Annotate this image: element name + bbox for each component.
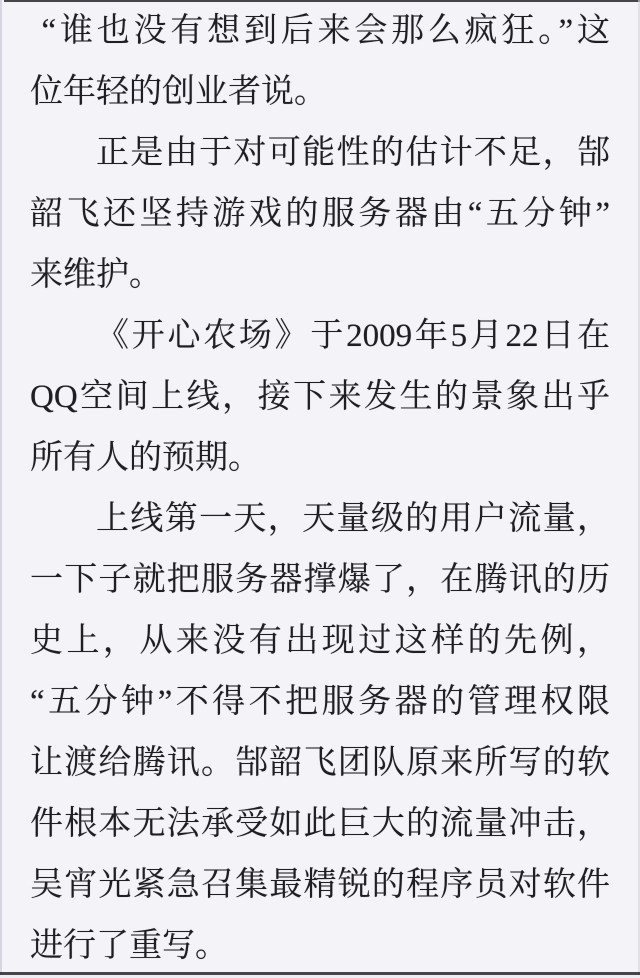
text-line: 史上，从来没有出现过这样的先例，: [30, 623, 610, 659]
text-line: QQ空间上线，接下来发生的景象出乎: [30, 379, 610, 415]
text-line: 上线第一天，天量级的用户流量，: [96, 501, 610, 537]
text-line: 韶飞还坚持游戏的服务器由“五分钟”: [30, 196, 610, 232]
text-line: 来维护。: [30, 257, 162, 293]
text-line: 所有人的预期。: [30, 440, 261, 476]
page-left-edge: [0, 0, 2, 978]
text-line: 正是由于对可能性的估计不足，郜: [96, 135, 610, 171]
text-line: 件根本无法承受如此巨大的流量冲击，: [30, 806, 610, 842]
text-line: 进行了重写。: [30, 928, 228, 964]
text-line: 《开心农场》于2009年5月22日在: [96, 318, 610, 354]
text-line: “五分钟”不得不把服务器的管理权限: [30, 684, 610, 720]
text-line: 一下子就把服务器撑爆了，在腾讯的历: [30, 562, 610, 598]
text-line: “谁也没有想到后来会那么疯狂。”这: [41, 13, 610, 49]
page-text: [30, 1, 610, 977]
text-line: 吴宵光紧急召集最精锐的程序员对软件: [30, 867, 610, 903]
text-line: 位年轻的创业者说。: [30, 74, 327, 110]
text-line: 让渡给腾讯。郜韶飞团队原来所写的软: [30, 745, 610, 781]
